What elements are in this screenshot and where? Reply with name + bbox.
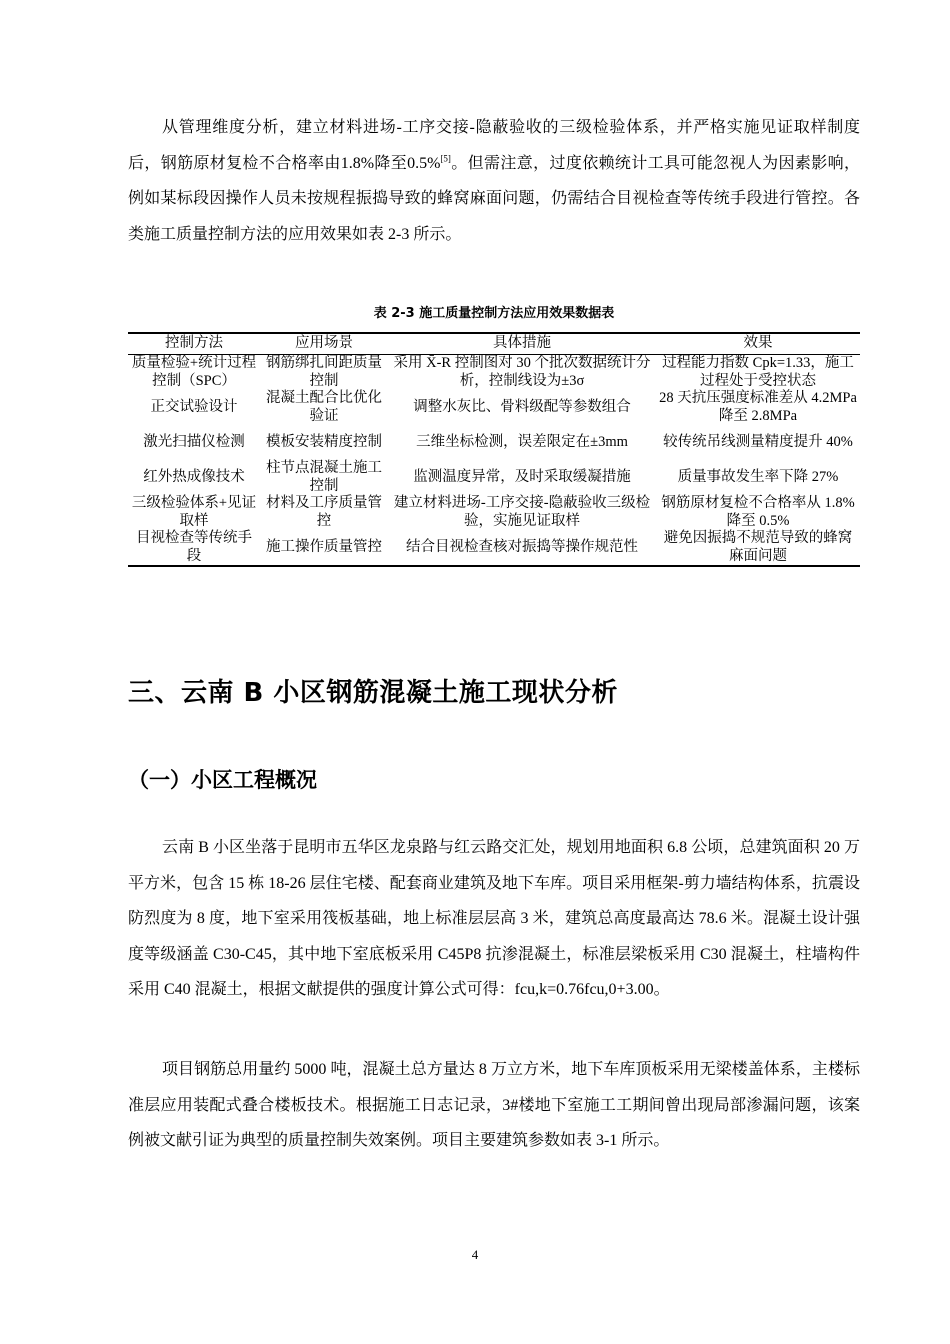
table-caption: 表 2-3 施工质量控制方法应用效果数据表 — [373, 306, 615, 321]
section-heading: 三、云南 B 小区钢筋混凝土施工现状分析 — [128, 678, 618, 708]
table-row — [128, 460, 860, 495]
table-cell: 钢筋原材复检不合格率从 1.8%降至 0.5% — [661, 495, 855, 529]
column-header: 具体措施 — [388, 333, 656, 355]
table-cell: 质量检验+统计过程控制（SPC） — [131, 355, 257, 389]
intro-text-cont: 。但需注意，过度依赖统计工具可能忽视人为因素影响，例如某标段因操作人员未按规程振捣导致的蜂窝麻面问题，仍需结合目视检查等传统手段进行管控。各类施工质量控制方法的应用效果如表 2-3 所示。 — [128, 154, 860, 243]
project-overview-paragraph: 云南 B 小区坐落于昆明市五华区龙泉路与红云路交汇处，规划用地面积 6.8 公顷，总建筑面积 20 万平方米，包含 15 栋 18-26 层住宅楼、配套商业建筑及地下车库。项目采用框架-剪力墙结构体系，抗震设防烈度为 8 度，地下室采用筏板基础，地上标准层层高 3 米，建筑总高度最高达 78.6 米。混凝土设计强度等级涵盖 C30-C45，其中地下室底板采用 C45P8 抗渗混凝土，标准层梁板采用 C30 混凝土，柱墙构件采用 C40 混凝土，根据文献提供的强度计算公式可得：fcu,k=0.76fcu,0+3.00。 — [128, 839, 860, 998]
table-cell: 调整水灰比、骨料级配等参数组合 — [413, 398, 631, 415]
page-number: 4 — [471, 1247, 479, 1262]
table-cell: 结合目视检查核对振捣等操作规范性 — [388, 530, 656, 566]
table-cell: 28 天抗压强度标准差从 4.2MPa 降至 2.8MPa — [659, 390, 857, 424]
intro-text: 从管理维度分析，建立材料进场-工序交接-隐蔽验收的三级检验体系，并严格实施见证取样制度后，钢筋原材复检不合格率由1.8%降至0.5% — [128, 119, 860, 172]
intro-paragraph — [128, 110, 860, 252]
table-row — [128, 355, 860, 391]
table-header-row — [128, 333, 860, 355]
table-row — [128, 530, 860, 566]
table-cell: 目视检查等传统手段 — [128, 530, 260, 566]
table-cell: 采用 X̄-R 控制图对 30 个批次数据统计分析，控制线设为±3σ — [393, 355, 651, 389]
table-cell: 材料及工序质量管控 — [266, 495, 382, 529]
table-cell: 混凝土配合比优化验证 — [266, 390, 382, 424]
table-cell: 三级检验体系+见证取样 — [131, 495, 257, 529]
table-cell: 模板安装精度控制 — [266, 433, 382, 450]
table-cell: 钢筋绑扎间距质量控制 — [266, 355, 382, 389]
table-cell: 建立材料进场-工序交接-隐蔽验收三级检验，实施见证取样 — [393, 495, 651, 529]
citation: [5] — [440, 153, 451, 164]
quality-control-table — [128, 332, 860, 567]
table-row — [128, 390, 860, 425]
table-row — [128, 495, 860, 530]
column-header: 应用场景 — [260, 333, 388, 355]
table-cell: 激光扫描仪检测 — [143, 433, 245, 450]
table-cell: 较传统吊线测量精度提升 40% — [663, 433, 853, 450]
column-header: 效果 — [656, 333, 860, 355]
table-row — [128, 425, 860, 460]
subsection-heading: （一）小区工程概况 — [128, 768, 317, 792]
table-cell: 三维坐标检测，误差限定在±3mm — [416, 433, 628, 450]
table-cell: 红外热成像技术 — [143, 468, 245, 485]
project-quantities-paragraph: 项目钢筋总用量约 5000 吨，混凝土总方量达 8 万立方米，地下车库顶板采用无梁楼盖体系，主楼标准层应用装配式叠合楼板技术。根据施工日志记录，3#楼地下室施工工期间曾出现局部渗漏问题，该案例被文献引证为典型的质量控制失效案例。项目主要建筑参数如表 3-1 所示。 — [128, 1061, 860, 1149]
table-cell: 施工操作质量管控 — [260, 530, 388, 566]
table-cell: 过程能力指数 Cpk=1.33，施工过程处于受控状态 — [662, 355, 854, 389]
table-cell: 质量事故发生率下降 27% — [677, 468, 839, 485]
table-cell: 正交试验设计 — [150, 398, 238, 415]
table-cell: 柱节点混凝土施工控制 — [266, 460, 382, 494]
table-cell: 监测温度异常，及时采取缓凝措施 — [413, 468, 631, 485]
column-header: 控制方法 — [128, 333, 260, 355]
table-cell: 避免因振捣不规范导致的蜂窝麻面问题 — [656, 530, 860, 566]
